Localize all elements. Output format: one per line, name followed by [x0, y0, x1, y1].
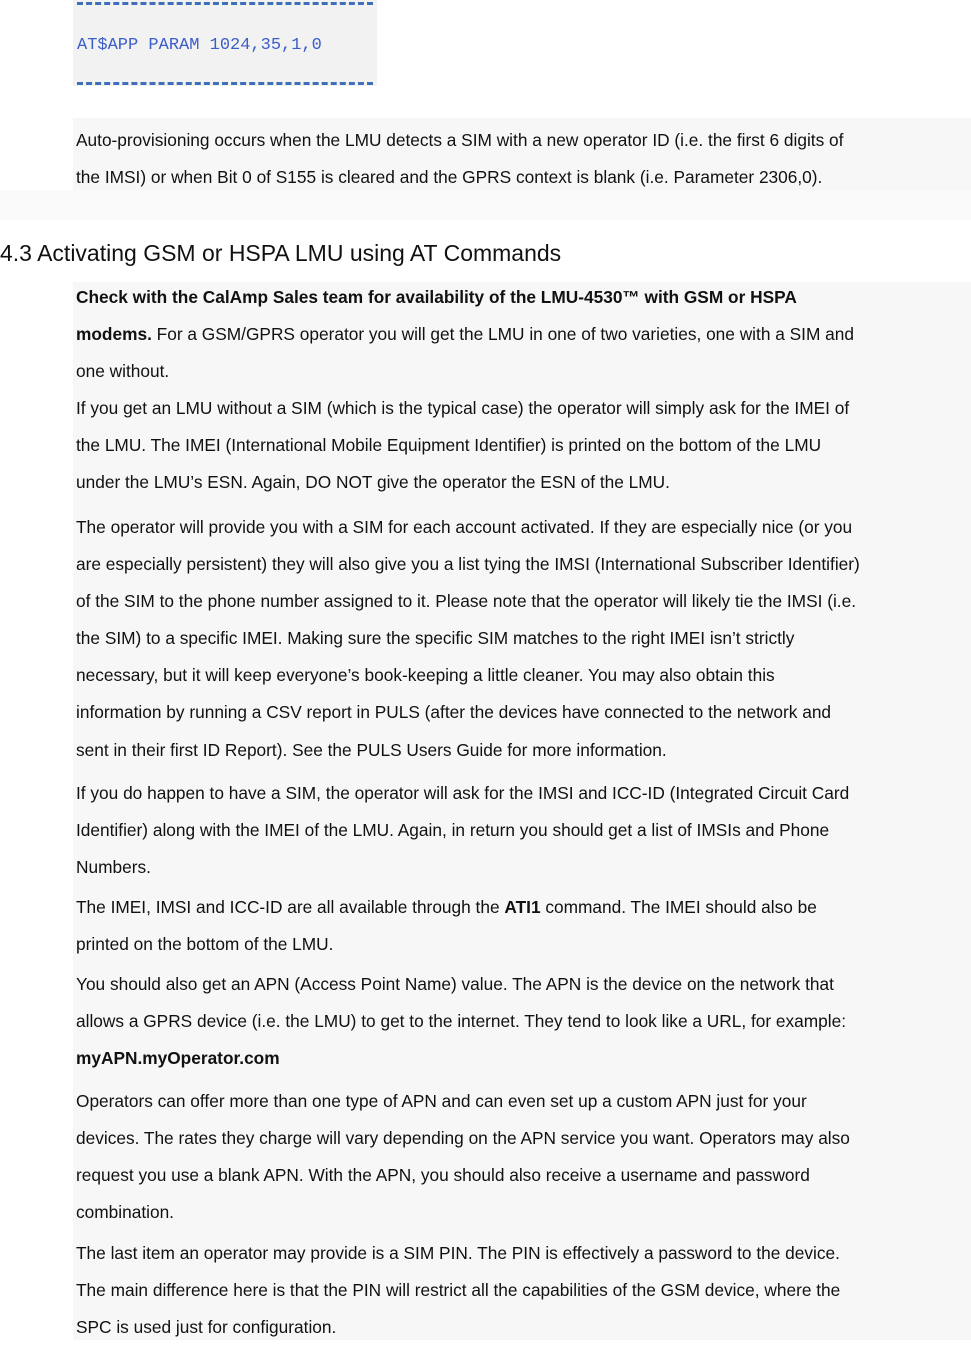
paragraph-text: For a GSM/GPRS operator you will get the LMU in one of two varieties, one with a SIM and	[151, 324, 855, 345]
paragraph-apn-types	[76, 1083, 971, 1231]
paragraph-availability	[76, 279, 971, 390]
paragraph-line: If you get an LMU without a SIM (which is the typical case) the operator will simply ask for the IMEI of	[76, 398, 850, 418]
command-name: ATI1	[504, 897, 541, 917]
paragraph-line: You should also get an APN (Access Point Name) value. The APN is the device on the network that	[76, 974, 834, 994]
paragraph-line: combination.	[76, 1202, 174, 1223]
paragraph-line: Numbers.	[76, 857, 151, 878]
paragraph-text: command. The IMEI should also be	[540, 897, 817, 917]
code-block	[73, 0, 377, 86]
paragraph-line: The main difference here is that the PIN will restrict all the capabilities of the GSM device, where the	[76, 1280, 841, 1301]
code-command: AT$APP PARAM 1024,35,1,0	[77, 36, 322, 55]
paragraph-line: printed on the bottom of the LMU.	[76, 934, 334, 955]
paragraph-line: The last item an operator may provide is a SIM PIN. The PIN is effectively a password to the device.	[76, 1243, 840, 1263]
paragraph-line: sent in their first ID Report). See the PULS Users Guide for more information.	[76, 739, 667, 760]
paragraph-line: information by running a CSV report in PULS (after the devices have connected to the network and	[76, 702, 832, 723]
apn-example: myAPN.myOperator.com	[76, 1048, 280, 1069]
paragraph-line: are especially persistent) they will also give you a list tying the IMSI (International Subscriber Identifier)	[76, 554, 860, 575]
paragraph-line: request you use a blank APN. With the APN, you should also receive a username and password	[76, 1165, 810, 1186]
code-divider-top	[77, 2, 373, 5]
paragraph-line: SPC is used just for configuration.	[76, 1317, 337, 1338]
paragraph-line: the SIM) to a specific IMEI. Making sure the specific SIM matches to the right IMEI isn’t strictly	[76, 628, 795, 649]
paragraph-line: under the LMU’s ESN. Again, DO NOT give the operator the ESN of the LMU.	[76, 472, 670, 493]
paragraph-line: of the SIM to the phone number assigned to it. Please note that the operator will likely tie the IMSI (i.e.	[76, 591, 857, 612]
paragraph-operator-sim	[76, 509, 971, 769]
paragraph-with-sim	[76, 775, 971, 886]
paragraph-line: If you do happen to have a SIM, the operator will ask for the IMSI and ICC-ID (Integrated Circuit Card	[76, 783, 850, 803]
intro-line: Auto-provisioning occurs when the LMU detects a SIM with a new operator ID (i.e. the first 6 digits of	[76, 130, 844, 150]
paragraph-line: one without.	[76, 361, 170, 382]
paragraph-line: devices. The rates they charge will vary depending on the APN service you want. Operators may also	[76, 1128, 850, 1149]
intro-paragraph	[76, 122, 971, 196]
intro-line: the IMSI) or when Bit 0 of S155 is cleared and the GPRS context is blank (i.e. Parameter 2306,0).	[76, 167, 823, 188]
bold-text: modems.	[76, 324, 152, 345]
paragraph-text: The IMEI, IMSI and ICC-ID are all available through the	[76, 897, 505, 917]
section-heading: 4.3 Activating GSM or HSPA LMU using AT Commands	[0, 240, 562, 266]
paragraph-line: the LMU. The IMEI (International Mobile Equipment Identifier) is printed on the bottom of the LMU	[76, 435, 822, 456]
paragraph-ati1	[76, 889, 971, 963]
paragraph-apn	[76, 966, 971, 1077]
paragraph-no-sim	[76, 390, 971, 501]
paragraph-line: The operator will provide you with a SIM for each account activated. If they are especially nice (or you	[76, 517, 853, 537]
paragraph-line: allows a GPRS device (i.e. the LMU) to get to the internet. They tend to look like a URL, for example:	[76, 1011, 847, 1032]
bold-text: Check with the CalAmp Sales team for availability of the LMU-4530™ with GSM or HSPA	[76, 287, 797, 307]
code-divider-bottom	[77, 82, 373, 85]
paragraph-line: necessary, but it will keep everyone’s book-keeping a little cleaner. You may also obtain this	[76, 665, 775, 686]
paragraph-line: Identifier) along with the IMEI of the LMU. Again, in return you should get a list of IMSIs and Phone	[76, 820, 830, 841]
paragraph-sim-pin	[76, 1235, 971, 1346]
paragraph-line: Operators can offer more than one type of APN and can even set up a custom APN just for your	[76, 1091, 807, 1111]
